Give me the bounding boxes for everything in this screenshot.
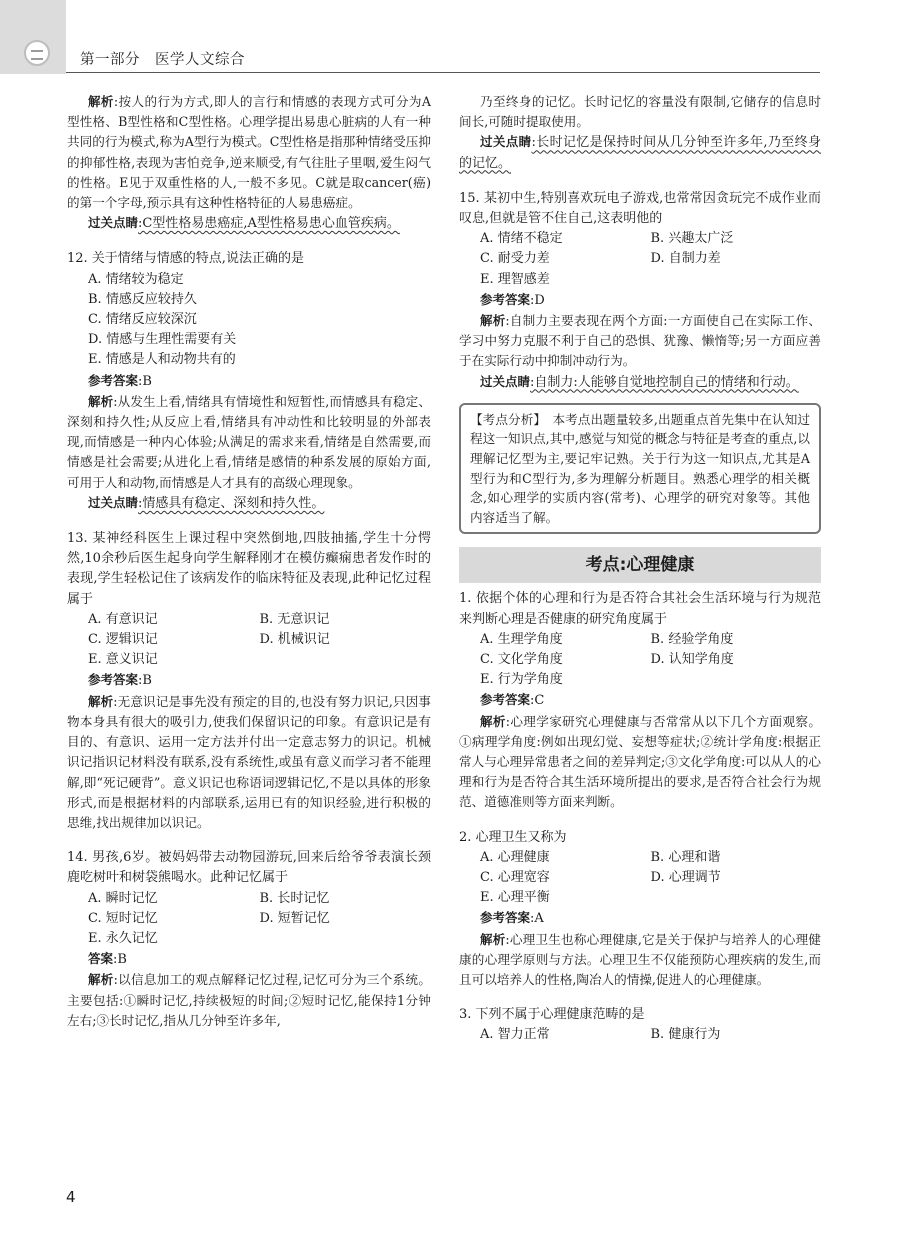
option: A. 情绪不稳定 [480, 231, 563, 247]
answer: 参考答案:D [480, 291, 545, 308]
option: D. 短暂记忆 [259, 910, 330, 926]
section-heading [459, 547, 821, 583]
question-stem: 14. 男孩,6岁。被妈妈带去动物园游玩,回来后给爷爷表演长颈鹿吃树叶和树袋熊喝水。此种记忆属于 [67, 850, 431, 886]
question-stem: 1. 依据个体的心理和行为是否符合其社会生活环境与行为规范来判断心理是否健康的研究角度属于 [459, 591, 821, 627]
exam-analysis-box [459, 403, 821, 535]
explanation: 解析:自制力主要表现在两个方面:一方面使自己在实际工作、学习中努力克服不利于自己的恐惧、犹豫、懒惰等;另一方面应善于在实际行动中抑制冲动行为。 [459, 313, 821, 369]
option: A. 有意识记 [88, 611, 158, 627]
option: A. 瞬时记忆 [88, 890, 158, 906]
option: D. 机械识记 [259, 632, 330, 648]
explanation: 解析:以信息加工的观点解释记忆过程,记忆可分为三个系统。主要包括:①瞬时记忆,持续极短的时间;②短时记忆,能保持1分钟左右;③长时记忆,指从几分钟至许多年, [67, 972, 431, 1028]
question-stem: 2. 心理卫生又称为 [459, 829, 567, 845]
option: B. 长时记忆 [259, 890, 330, 906]
right-column [459, 92, 821, 1046]
option: D. 认知学角度 [650, 652, 734, 668]
analysis-text: 【考点分析】 本考点出题量较多,出题重点首先集中在认知过程这一知识点,其中,感觉与知觉的概念与特征是考查的重点,以理解记忆型为主,要记牢记熟。关于行为这一知识点,尤其是A型行为和C型行为,多为理解分析题目。熟悉心理学的相关概念,如心理学的实质内容(常考)、心理学的研究对象等。其他内容适当了解。 [470, 411, 810, 525]
question-h3 [459, 1005, 821, 1045]
answer: 答案:B [88, 951, 127, 968]
option: B. 心理和谐 [650, 849, 721, 865]
explanation: 解析:从发生上看,情绪具有情境性和短暂性,而情感具有稳定、深刻和持久性;从反应上看,情绪具有冲动性和比较明显的外部表现,而情感是一种内心体验;从满足的需求来看,情绪是自然需要,而情感是社会需要;从进化上看,情绪是感情的种系发展的原始方面,可用于人和动物,而情感是人才具有的高级心理现象。 [67, 393, 431, 490]
key-point: 过关点睛:自制力:人能够自觉地控制自己的情绪和行动。 [480, 373, 799, 390]
option: E. 情感是人和动物共有的 [88, 352, 236, 368]
option: E. 心理平衡 [480, 890, 550, 906]
section-title: 考点:心理健康 [585, 555, 695, 576]
answer: 参考答案:C [480, 692, 545, 709]
option: B. 健康行为 [650, 1027, 721, 1043]
option: E. 意义识记 [88, 652, 158, 668]
question-14 [67, 848, 431, 1031]
option: A. 情绪较为稳定 [88, 271, 184, 287]
question-stem: 15. 某初中生,特别喜欢玩电子游戏,也常常因贪玩完不成作业而叹息,但就是管不住自己,这表明他的 [459, 190, 821, 227]
header-divider [66, 72, 820, 73]
left-column [67, 92, 431, 1031]
option: C. 短时记忆 [88, 910, 158, 926]
option: B. 经验学角度 [650, 631, 734, 647]
option: C. 情绪反应较深沉 [88, 312, 197, 328]
answer: 参考答案:B [88, 672, 152, 689]
option: C. 文化学角度 [480, 652, 563, 668]
option: B. 无意识记 [259, 611, 330, 627]
option: C. 心理宽容 [480, 870, 550, 886]
question-12 [67, 249, 431, 514]
question-15 [459, 189, 821, 393]
option: D. 心理调节 [650, 870, 721, 886]
page-number: 4 [66, 1188, 76, 1206]
explanation-continued: 乃至终身的记忆。长时记忆的容量没有限制,它储存的信息时间长,可随时提取使用。 [459, 94, 821, 130]
question-13 [67, 529, 431, 833]
option: A. 心理健康 [480, 849, 550, 865]
explanation: 解析:无意识记是事先没有预定的目的,也没有努力识记,只因事物本身具有很大的吸引力,使我们保留识记的印象。有意识记是有目的、有意识、运用一定方法并付出一定意志努力的识记。机械识记指识记材料没有联系,没有系统性,或虽有意义而学习者不能理解,即“死记硬背”。意义识记也称语词逻辑记忆,不是以具体的形象形式,而是根据材料的内部联系,运用已有的知识经验,进行积极的思维,找出规律加以识记。 [67, 693, 431, 830]
key-point: 过关点睛:C型性格易患癌症,A型性格易患心血管疾病。 [88, 215, 400, 232]
running-header: 第一部分 医学人文综合 [80, 52, 245, 68]
option: A. 智力正常 [480, 1027, 550, 1043]
explanation: 解析:按人的行为方式,即人的言行和情感的表现方式可分为A型性格、B型性格和C型性格。心理学提出易患心脏病的人有一种共同的行为模式,称为A型行为模式。C型性格是指那种情绪受压抑的抑郁性格,表现为害怕竞争,逆来顺受,有气往肚子里咽,爱生闷气的性格。E见于双重性格的人,一般不多见。C就是取cancer(癌)的第一个字母,预示具有这种性格特征的人易患癌症。 [67, 94, 431, 211]
question-h2 [459, 828, 821, 991]
question-h1 [459, 589, 821, 812]
option: C. 逻辑识记 [88, 632, 158, 648]
option: D. 情感与生理性需要有关 [88, 332, 237, 348]
option: C. 耐受力差 [480, 251, 550, 267]
key-point: 过关点睛:长时记忆是保持时间从几分钟至许多年,乃至终身的记忆。 [459, 134, 821, 171]
option: E. 行为学角度 [480, 672, 563, 688]
question-stem: 12. 关于情绪与情感的特点,说法正确的是 [67, 251, 304, 267]
publisher-logo-icon [24, 40, 50, 66]
explanation: 解析:心理卫生也称心理健康,它是关于保护与培养人的心理健康的心理学原则与方法。心理卫生不仅能预防心理疾病的发生,而且可以培养人的性格,陶冶人的情操,促进人的心理健康。 [459, 931, 821, 988]
answer: 参考答案:A [480, 910, 544, 927]
explanation: 解析:心理学家研究心理健康与否常常从以下几个方面观察。①病理学角度:例如出现幻觉、妄想等症状;②统计学角度:根据正常人与心理异常患者之间的差异判定;③文化学角度:可以从人的心理和行为是否符合其生活环境所提出的要求,是否符合社会行为规范、道德准则等方面来判断。 [459, 713, 821, 810]
option: B. 兴趣太广泛 [650, 231, 734, 247]
option: A. 生理学角度 [480, 631, 563, 647]
question-stem: 3. 下列不属于心理健康范畴的是 [459, 1007, 645, 1023]
option: E. 永久记忆 [88, 930, 158, 946]
option: D. 自制力差 [650, 251, 721, 267]
option: E. 理智感差 [480, 271, 550, 287]
header-band [0, 0, 66, 74]
key-point: 过关点睛:情感具有稳定、深刻和持久性。 [88, 494, 325, 511]
option: B. 情感反应较持久 [88, 291, 197, 307]
answer: 参考答案:B [88, 372, 152, 389]
question-stem: 13. 某神经科医生上课过程中突然倒地,四肢抽搐,学生十分愕然,10余秒后医生起身向学生解释刚才在模仿癫痫患者发作时的表现,学生轻松记住了该病发作的临床特征及表现,此种记忆过程属于 [67, 531, 431, 607]
